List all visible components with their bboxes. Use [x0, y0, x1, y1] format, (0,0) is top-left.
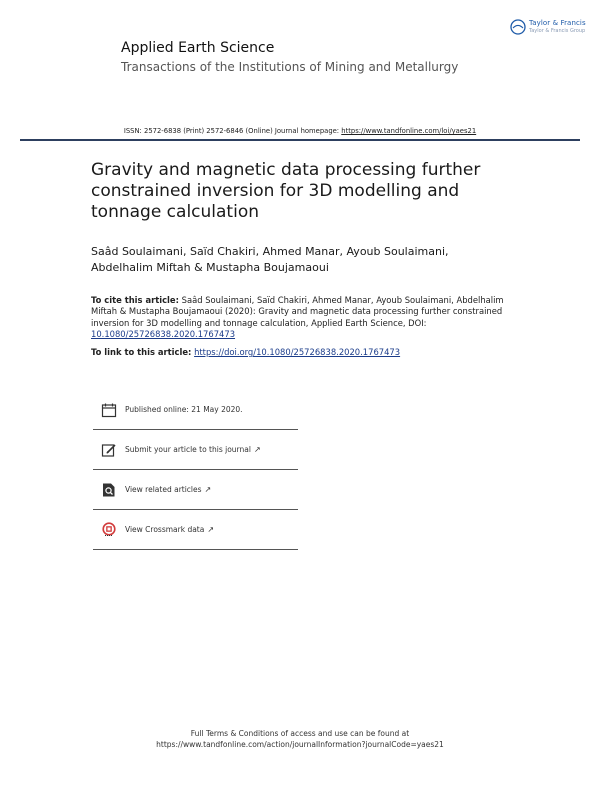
related-articles-icon	[100, 481, 118, 499]
published-online-label: Published online: 21 May 2020.	[125, 405, 243, 414]
footer	[0, 728, 600, 750]
external-link-icon: ↗	[207, 525, 215, 534]
article-title: Gravity and magnetic data processing further constrained inversion for 3D modelling and tonnage calculation	[91, 160, 481, 222]
crossmark-link[interactable]	[93, 510, 298, 550]
journal-title: Applied Earth Science	[121, 40, 275, 56]
related-articles-label: View related articles	[125, 485, 202, 494]
header-divider	[20, 139, 580, 141]
external-link-icon: ↗	[204, 485, 212, 494]
citation-doi-link[interactable]: 10.1080/25726838.2020.1767473	[91, 329, 236, 340]
submit-article-link[interactable]	[93, 430, 298, 470]
publisher-logo-icon	[510, 19, 526, 35]
footer-terms-link[interactable]: https://www.tandfonline.com/action/journalInformation?journalCode=yaes21	[156, 740, 444, 749]
external-link-icon: ↗	[253, 445, 261, 454]
publisher-logo	[510, 16, 588, 38]
footer-terms-text: Full Terms & Conditions of access and use can be found at	[190, 729, 410, 738]
publisher-group: Taylor & Francis Group	[529, 28, 586, 34]
citation-text: Saâd Soulaimani, Saïd Chakiri, Ahmed Manar, Ayoub Soulaimani, Abdelhalim Miftah & Mustapha Boujamaoui (2020): Gravity and magnetic data processing further constrained inversion for 3D modelling and tonnage calculation, Applied Earth Science, DOI:	[91, 295, 504, 328]
issn-text: ISSN: 2572-6838 (Print) 2572-6846 (Online) Journal homepage:	[123, 127, 342, 135]
journal-homepage-link[interactable]: https://www.tandfonline.com/loi/yaes21	[341, 127, 477, 135]
crossmark-label: View Crossmark data	[125, 525, 205, 534]
article-doi-link[interactable]: https://doi.org/10.1080/25726838.2020.1767473	[194, 347, 401, 357]
crossmark-icon	[100, 521, 118, 539]
citation-label: To cite this article:	[91, 295, 179, 305]
article-authors: Saâd Soulaimani, Saïd Chakiri, Ahmed Manar, Ayoub Soulaimani, Abdelhalim Miftah & Mustapha Boujamaoui	[91, 245, 449, 274]
issn-line	[0, 127, 600, 135]
article-link-line	[91, 347, 511, 358]
submit-article-label: Submit your article to this journal	[125, 445, 251, 454]
calendar-icon	[100, 401, 118, 419]
article-actions	[93, 390, 298, 550]
journal-subtitle: Transactions of the Institutions of Mining and Metallurgy	[121, 60, 459, 74]
related-articles-link[interactable]	[93, 470, 298, 510]
submit-icon	[100, 441, 118, 459]
publisher-name: Taylor & Francis	[529, 19, 586, 27]
published-online-row	[93, 390, 298, 430]
citation-block	[91, 295, 511, 341]
link-label: To link to this article:	[91, 347, 192, 357]
